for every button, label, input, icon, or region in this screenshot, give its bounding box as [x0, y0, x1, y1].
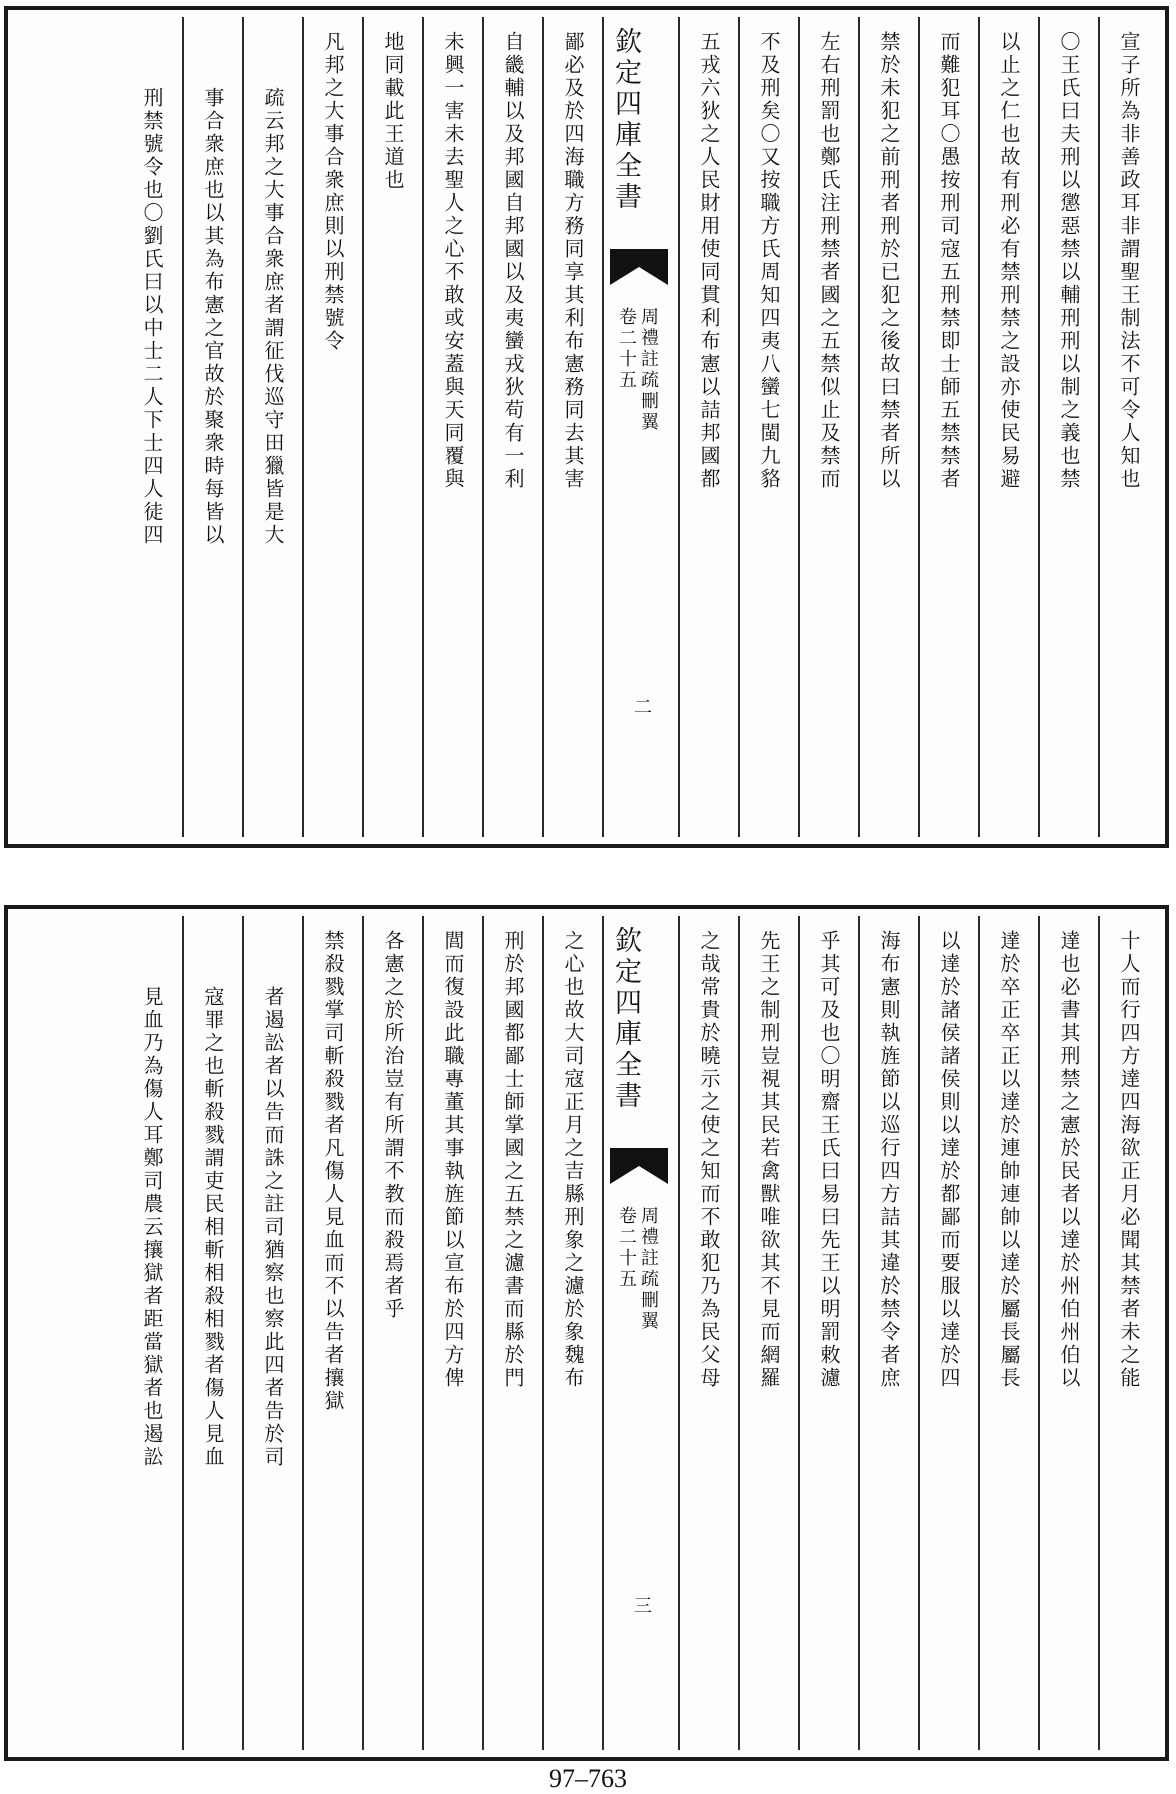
text-column: 自畿輔以及邦國自邦國以及夷蠻戎狄苟有一利: [482, 17, 542, 837]
center-fold-column: [602, 17, 678, 837]
text-column: 不及刑矣〇又按職方氏周知四夷八蠻七閩九貉: [738, 17, 798, 837]
fish-tail-mark-icon: [610, 1148, 668, 1184]
fish-tail-mark-icon: [610, 249, 668, 285]
text-column: 凡邦之大事合衆庶則以刑禁號令: [302, 17, 362, 837]
text-column: 之哉常貴於曉示之使之知而不敢犯乃為民父母: [678, 916, 738, 1750]
center-fold-column: [602, 916, 678, 1750]
text-column: 左右刑罰也鄭氏注刑禁者國之五禁似止及禁而: [798, 17, 858, 837]
text-column: 寇罪之也斬殺戮謂吏民相斬相殺相戮者傷人見血: [182, 916, 242, 1750]
book-title: 周禮註疏刪翼: [638, 307, 659, 433]
text-column: 禁於未犯之前刑者刑於已犯之後故曰禁者所以: [858, 17, 918, 837]
top-page: [4, 6, 1169, 848]
text-column: 見血乃為傷人耳鄭司農云攘獄者距當獄者也遏訟: [140, 986, 164, 1469]
text-column: 事合衆庶也以其為布憲之官故於聚衆時每皆以: [182, 17, 242, 837]
text-column: 〇王氏曰夫刑以懲惡禁以輔刑刑以制之義也禁: [1038, 17, 1098, 837]
text-column: 鄙必及於四海職方務同享其利布憲務同去其害: [542, 17, 602, 837]
bottom-page-columns: [15, 916, 1158, 1750]
book-title: 周禮註疏刪翼: [638, 1206, 659, 1332]
text-column: 達也必書其刑禁之憲於民者以達於州伯州伯以: [1038, 916, 1098, 1750]
text-column: 各憲之於所治豈有所謂不教而殺焉者乎: [362, 916, 422, 1750]
text-column: 刑禁號令也〇劉氏曰以中士二人下士四人徒四: [140, 87, 164, 547]
page-number: 97–763: [549, 1764, 627, 1793]
text-column: 刑於邦國都鄙士師掌國之五禁之濾書而縣於門: [482, 916, 542, 1750]
series-title: 欽定四庫全書: [610, 926, 641, 1112]
text-column: 達於卒正卒正以達於連帥連帥以達於屬長屬長: [978, 916, 1038, 1750]
text-column: 以止之仁也故有刑必有禁刑禁之設亦使民易避: [978, 17, 1038, 837]
text-column: 者遏訟者以告而誅之註司猶察也察此四者告於司: [242, 916, 302, 1750]
text-column: 十人而行四方達四海欲正月必聞其禁者未之能: [1098, 916, 1158, 1750]
leaf-number: 三: [631, 1596, 652, 1614]
text-column: 疏云邦之大事合衆庶者謂征伐巡守田獵皆是大: [242, 17, 302, 837]
volume-label: 卷二十五: [616, 1206, 637, 1290]
text-column: 先王之制刑豈視其民若禽獸唯欲其不見而網羅: [738, 916, 798, 1750]
text-column: 而難犯耳〇愚按刑司寇五刑禁即士師五禁禁者: [918, 17, 978, 837]
text-column: 海布憲則執旌節以巡行四方詰其違於禁令者庶: [858, 916, 918, 1750]
text-column: 乎其可及也〇明齋王氏曰易曰先王以明罰敕濾: [798, 916, 858, 1750]
text-column: 地同載此王道也: [362, 17, 422, 837]
text-column: 之心也故大司寇正月之吉縣刑象之濾於象魏布: [542, 916, 602, 1750]
text-column: 五戎六狄之人民財用使同貫利布憲以詰邦國都: [678, 17, 738, 837]
bottom-page: [4, 905, 1169, 1761]
text-column: 以達於諸侯諸侯則以達於都鄙而要服以達於四: [918, 916, 978, 1750]
text-column: 未興一害未去聖人之心不敢或安蓋與天同覆與: [422, 17, 482, 837]
text-column: 禁殺戮掌司斬殺戮者凡傷人見血而不以告者攘獄: [302, 916, 362, 1750]
series-title: 欽定四庫全書: [610, 27, 641, 213]
text-column: 閭而復設此職專董其事執旌節以宣布於四方俾: [422, 916, 482, 1750]
text-column: 宣子所為非善政耳非謂聖王制法不可令人知也: [1098, 17, 1158, 837]
top-page-columns: [15, 17, 1158, 837]
volume-label: 卷二十五: [616, 307, 637, 391]
leaf-number: 二: [631, 697, 652, 715]
